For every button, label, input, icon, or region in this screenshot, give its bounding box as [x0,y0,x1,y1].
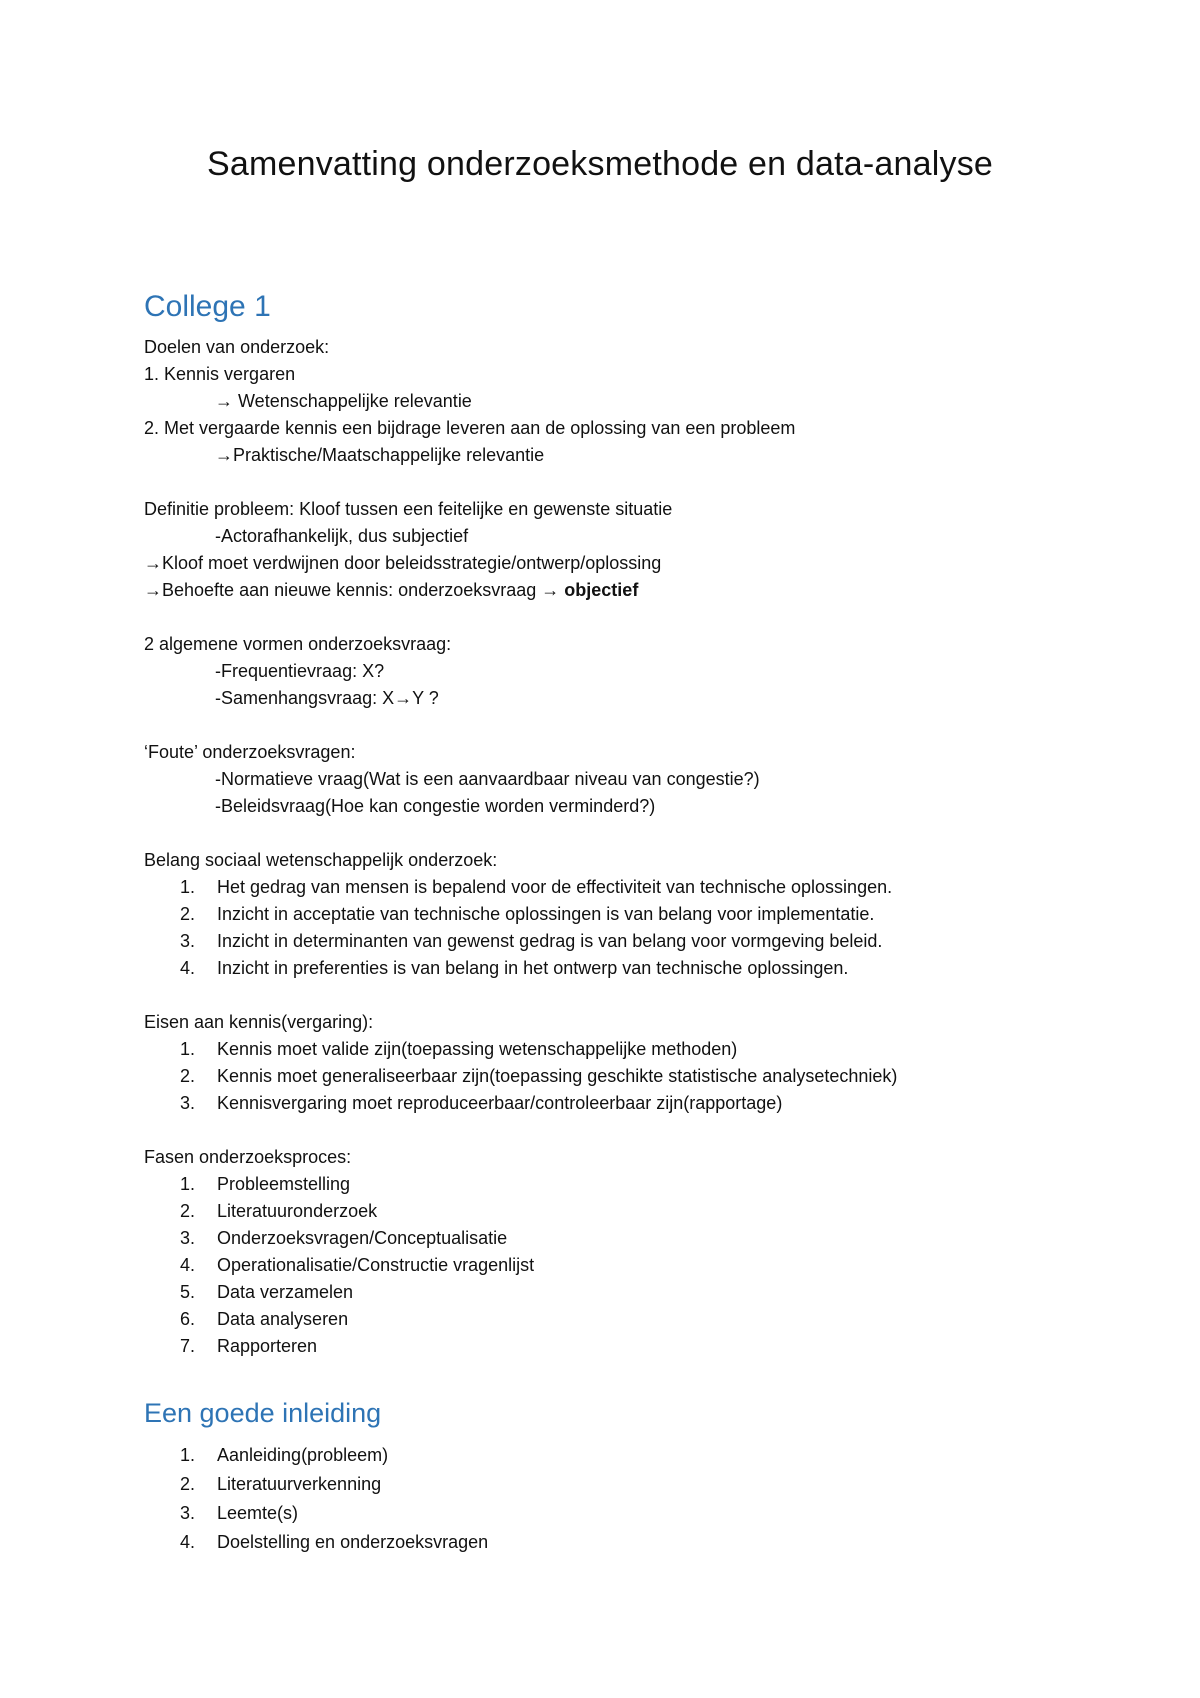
foute-label: ‘Foute’ onderzoeksvragen: [144,742,356,762]
doel-2-sub [215,444,544,466]
list-item: Leemte(s) [217,1503,299,1523]
list-number: 6. [180,1309,196,1329]
list-item: Aanleiding(probleem) [217,1445,389,1465]
list-item: Doelstelling en onderzoeksvragen [217,1532,489,1552]
list-item: Onderzoeksvragen/Conceptualisatie [217,1228,508,1248]
fasen-label: Fasen onderzoeksproces: [144,1147,352,1167]
doel-1-sub-text: Wetenschappelijke relevantie [238,391,472,411]
list-item: Kennisvergaring moet reproduceerbaar/controleerbaar zijn(rapportage) [217,1093,783,1113]
fout-1: -Normatieve vraag(Wat is een aanvaardbaar niveau van congestie?) [215,769,760,789]
arrow-icon: → [215,391,233,411]
list-item: Operationalisatie/Constructie vragenlijst [217,1255,535,1275]
list-item: Probleemstelling [217,1174,351,1194]
heading-college-1: College 1 [144,290,271,323]
heading-een-goede-inleiding: Een goede inleiding [144,1398,382,1428]
document-title: Samenvatting onderzoeksmethode en data-analyse [206,145,994,183]
list-item: Inzicht in acceptatie van technische oplossingen is van belang voor implementatie. [217,904,875,924]
arrow-icon: → [144,553,162,573]
list-number: 5. [180,1282,196,1302]
list-item: Inzicht in preferenties is van belang in het ontwerp van technische oplossingen. [217,958,849,978]
definitie-probleem: Definitie probleem: Kloof tussen een feitelijke en gewenste situatie [144,499,673,519]
list-item: Literatuuronderzoek [217,1201,378,1221]
eisen-label: Eisen aan kennis(vergaring): [144,1012,374,1032]
kloof-text: Kloof moet verdwijnen door beleidsstrategie/ontwerp/oplossing [162,553,662,573]
list-number: 4. [180,1532,196,1552]
list-number: 3. [180,931,196,951]
definitie-sub: -Actorafhankelijk, dus subjectief [215,526,469,546]
list-number: 4. [180,1255,196,1275]
arrow-icon: → [215,445,233,465]
list-number: 1. [180,1445,196,1465]
fout-2: -Beleidsvraag(Hoe kan congestie worden verminderd?) [215,796,656,816]
doelen-label: Doelen van onderzoek: [144,337,330,357]
list-number: 1. [180,1039,196,1059]
list-number: 4. [180,958,196,978]
list-item: Data verzamelen [217,1282,354,1302]
list-item: Inzicht in determinanten van gewenst gedrag is van belang voor vormgeving beleid. [217,931,883,951]
doel-1: 1. Kennis vergaren [144,364,296,384]
list-number: 2. [180,1066,196,1086]
list-item: Data analyseren [217,1309,349,1329]
belang-label: Belang sociaal wetenschappelijk onderzoek: [144,850,498,870]
vorm-1: -Frequentievraag: X? [215,661,385,681]
list-number: 3. [180,1093,196,1113]
behoefte-line [144,579,638,601]
kloof-line [144,552,661,574]
list-number: 7. [180,1336,196,1356]
list-number: 3. [180,1228,196,1248]
list-number: 1. [180,877,196,897]
objectief-text: objectief [564,580,639,600]
list-item: Kennis moet generaliseerbaar zijn(toepassing geschikte statistische analysetechniek) [217,1066,898,1086]
arrow-icon: → [541,580,560,600]
vorm-2 [215,687,439,709]
vorm-2-a: -Samenhangsvraag: X [215,688,395,708]
list-number: 3. [180,1503,196,1523]
list-number: 1. [180,1174,196,1194]
list-item: Het gedrag van mensen is bepalend voor de effectiviteit van technische oplossingen. [217,877,893,897]
behoefte-text: Behoefte aan nieuwe kennis: onderzoeksvraag [162,580,537,600]
list-item: Rapporteren [217,1336,318,1356]
doel-2-sub-text: Praktische/Maatschappelijke relevantie [233,445,545,465]
vormen-label: 2 algemene vormen onderzoeksvraag: [144,634,452,654]
arrow-icon: → [394,688,413,708]
doel-1-sub [215,390,472,412]
doel-2: 2. Met vergaarde kennis een bijdrage leveren aan de oplossing van een probleem [144,418,796,438]
vorm-2-b: Y ? [412,688,439,708]
arrow-icon: → [144,580,162,600]
list-number: 2. [180,1474,196,1494]
list-number: 2. [180,1201,196,1221]
list-item: Kennis moet valide zijn(toepassing wetenschappelijke methoden) [217,1039,738,1059]
list-item: Literatuurverkenning [217,1474,382,1494]
list-number: 2. [180,904,196,924]
